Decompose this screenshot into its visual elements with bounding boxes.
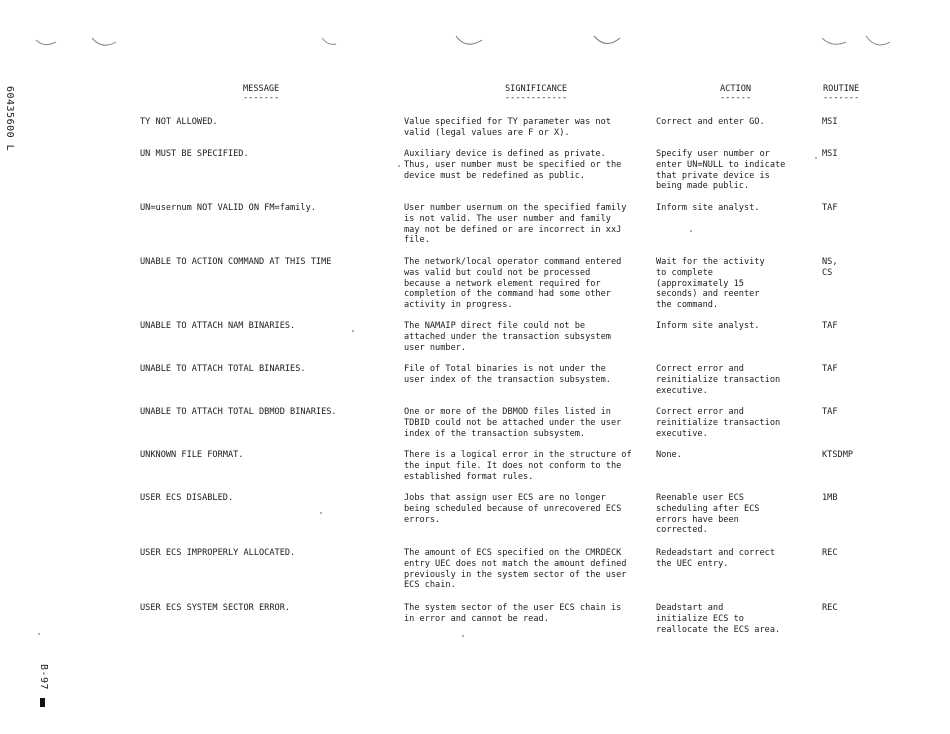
scan-speck xyxy=(398,165,400,167)
message-cell: USER ECS DISABLED. xyxy=(140,493,234,503)
scan-speck xyxy=(815,157,817,159)
margin-bar-mark xyxy=(40,698,45,707)
significance-cell: User number usernum on the specified family is not valid. The user number and family may not be defined or are incorrect in xxJ file. xyxy=(404,203,627,246)
message-cell: UNABLE TO ATTACH NAM BINARIES. xyxy=(140,321,296,331)
routine-cell: TAF xyxy=(822,364,838,374)
action-cell: Redeadstart and correct the UEC entry. xyxy=(656,548,775,569)
header-routine xyxy=(823,84,859,102)
scan-speck xyxy=(38,633,40,635)
action-cell: None. xyxy=(656,450,682,460)
message-cell: UN MUST BE SPECIFIED. xyxy=(140,149,249,159)
binder-hole-marks xyxy=(0,0,950,60)
action-cell: Inform site analyst. xyxy=(656,321,760,331)
action-cell: Correct error and reinitialize transaction executive. xyxy=(656,407,781,439)
document-number: 60435600 L xyxy=(4,86,15,152)
significance-cell: Jobs that assign user ECS are no longer being scheduled because of unrecovered ECS errors. xyxy=(404,493,622,525)
message-cell: UN=usernum NOT VALID ON FM=family. xyxy=(140,203,316,213)
header-significance xyxy=(505,84,567,102)
message-cell: UNABLE TO ATTACH TOTAL DBMOD BINARIES. xyxy=(140,407,337,417)
routine-cell: 1MB xyxy=(822,493,838,503)
message-cell: TY NOT ALLOWED. xyxy=(140,117,218,127)
action-cell: Reenable user ECS scheduling after ECS errors have been corrected. xyxy=(656,493,760,536)
message-cell: UNKNOWN FILE FORMAT. xyxy=(140,450,244,460)
routine-cell: TAF xyxy=(822,321,838,331)
message-cell: UNABLE TO ATTACH TOTAL BINARIES. xyxy=(140,364,306,374)
significance-cell: File of Total binaries is not under the user index of the transaction subsystem. xyxy=(404,364,611,385)
significance-cell: The amount of ECS specified on the CMRDECK entry UEC does not match the amount defined previously in the system sector of the user ECS chain. xyxy=(404,548,627,591)
scan-speck xyxy=(690,230,692,232)
action-cell: Correct and enter GO. xyxy=(656,117,765,127)
message-cell: USER ECS IMPROPERLY ALLOCATED. xyxy=(140,548,296,558)
significance-cell: The NAMAIP direct file could not be attached under the transaction subsystem user number. xyxy=(404,321,611,353)
action-cell: Specify user number or enter UN=NULL to indicate that private device is being made public. xyxy=(656,149,786,192)
action-cell: Wait for the activity to complete (approximately 15 seconds) and reenter the command. xyxy=(656,257,765,311)
header-message xyxy=(243,84,279,102)
significance-cell: One or more of the DBMOD files listed in TDBID could not be attached under the user index of the transaction subsystem. xyxy=(404,407,622,439)
routine-cell: MSI xyxy=(822,149,838,159)
significance-cell: There is a logical error in the structure of the input file. It does not conform to the established format rules. xyxy=(404,450,632,482)
page-number: B-97 xyxy=(38,664,49,691)
scan-speck xyxy=(352,330,354,332)
significance-cell: The network/local operator command entered was valid but could not be processed because a network element required for completion of the command had some other activity in progress. xyxy=(404,257,622,311)
header-action xyxy=(720,84,751,102)
significance-cell: Auxiliary device is defined as private. Thus, user number must be specified or the device must be redefined as public. xyxy=(404,149,622,181)
header-routine-underline: ------- xyxy=(823,92,860,103)
header-message-label: MESSAGE xyxy=(243,84,280,94)
routine-cell: MSI xyxy=(822,117,838,127)
header-routine-label: ROUTINE xyxy=(823,84,860,94)
routine-cell: NS, CS xyxy=(822,257,838,278)
significance-cell: The system sector of the user ECS chain is in error and cannot be read. xyxy=(404,603,622,624)
routine-cell: KTSDMP xyxy=(822,450,854,460)
message-cell: UNABLE TO ACTION COMMAND AT THIS TIME xyxy=(140,257,332,267)
header-action-label: ACTION xyxy=(720,84,752,94)
header-significance-underline: ------------ xyxy=(505,92,568,103)
header-significance-label: SIGNIFICANCE xyxy=(505,84,568,94)
header-message-underline: ------- xyxy=(243,92,280,103)
routine-cell: TAF xyxy=(822,407,838,417)
action-cell: Deadstart and initialize ECS to reallocate the ECS area. xyxy=(656,603,781,635)
routine-cell: REC xyxy=(822,603,838,613)
routine-cell: TAF xyxy=(822,203,838,213)
routine-cell: REC xyxy=(822,548,838,558)
header-action-underline: ------ xyxy=(720,92,752,103)
action-cell: Correct error and reinitialize transaction executive. xyxy=(656,364,781,396)
scan-speck xyxy=(462,635,464,637)
significance-cell: Value specified for TY parameter was not valid (legal values are F or X). xyxy=(404,117,611,138)
message-cell: USER ECS SYSTEM SECTOR ERROR. xyxy=(140,603,291,613)
action-cell: Inform site analyst. xyxy=(656,203,760,213)
scan-speck xyxy=(320,512,322,514)
